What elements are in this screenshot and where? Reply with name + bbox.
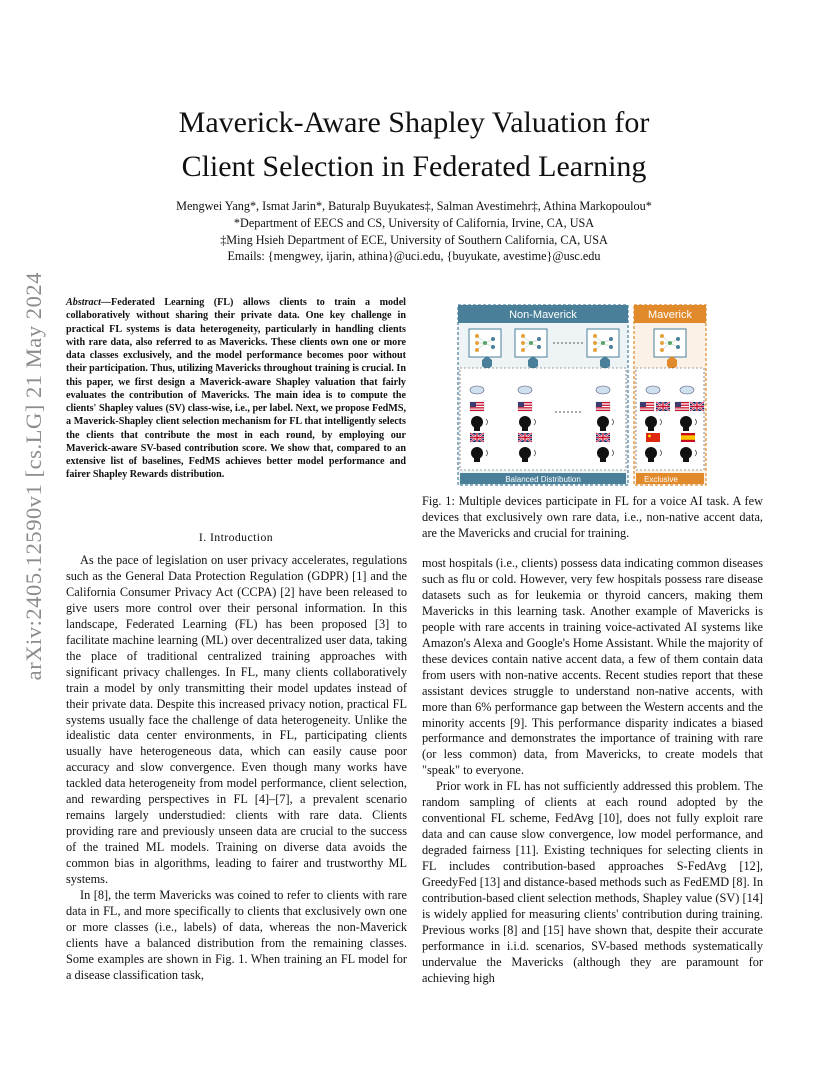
section-heading: I. Introduction <box>198 530 274 544</box>
title-line-2: Client Selection in Federated Learning <box>181 150 647 183</box>
abstract <box>66 296 406 482</box>
exclusive-label: Exclusive <box>644 475 678 484</box>
left-column <box>66 553 407 984</box>
right-column <box>422 556 763 987</box>
intro-paragraph-2: In [8], the term Mavericks was coined to refer to clients with rare data in FL, and more specifically to clients that exclusively own one or more classes (i.e., labels) of data, whereas the non-Maverick clients have a balanced distribution from the remaining classes. Some examples are shown in Fig. 1. When training an FL model for a disease classification task, <box>66 888 407 982</box>
author-emails: Emails: {mengwey, ijarin, athina}@uci.edu, {buyukate, avestime}@usc.edu <box>227 249 601 263</box>
intro-paragraph-1: As the pace of legislation on user privacy accelerates, regulations such as the General Data Protection Regulation (GDPR) [1] and the California Consumer Privacy Act (CCPA) [2] have been released to give users more control over their personal information. In this landscape, Federated Learning (FL) has been proposed [3] to facilitate machine learning (ML) over decentralized user data, taking the place of traditional centralized training approaches with significant privacy challenges. In FL, many clients collaboratively train a model by only transmitting their model updates instead of their private data. Despite this increased privacy notion, practical FL systems usually face the challenge of data heterogeneity. Unlike the idealistic data center environments, in FL, participating clients usually have heterogeneous data, which can easily cause poor accuracy and slow convergence. Even though many works have tackled data heterogeneity from model performance, client selection, and rewarding perspectives in FL [4]–[7], a prevalent scenario remains largely understudied: clients with rare data. Clients providing rare and previously unseen data are crucial to the success of the trained ML models. Training on diverse data avoids the common bias in algorithms, leading to fairer and trustworthy ML systems. <box>66 553 407 887</box>
arxiv-stamp: arXiv:2405.12590v1 [cs.LG] 21 May 2024 <box>21 272 46 681</box>
affiliation-usc: ‡Ming Hsieh Department of ECE, University of Southern California, CA, USA <box>220 233 608 247</box>
model-network-icon <box>587 329 619 357</box>
paper-title <box>90 101 738 189</box>
author-list: Mengwei Yang*, Ismat Jarin*, Baturalp Buyukates‡, Salman Avestimehr‡, Athina Markopoulou* <box>176 199 652 213</box>
model-network-icon <box>469 329 501 357</box>
maverick-label: Maverick <box>647 309 693 321</box>
title-line-1: Maverick-Aware Shapley Valuation for <box>178 106 650 139</box>
right-paragraph-2: Prior work in FL has not sufficiently addressed this problem. The random sampling of clients at each round adopted by the conventional FL scheme, FedAvg [10], does not fully exploit rare data and can cause slow convergence, low model performance, and degraded fairness [11]. Existing techniques for selecting clients in FL includes contribution-based approaches S-FedAvg [12], GreedyFed [13] and distance-based methods such as FedEMD [8]. In contribution-based client selection methods, Shapley value (SV) [14] is widely applied for measuring clients' contribution during training. Previous works [8] and [15] have shown that, despite their accurate performance in i.i.d. scenarios, SV-based methods systematically undervalue the Mavericks (although they are paramount for achieving high <box>422 779 763 985</box>
non-maverick-label: Non-Maverick <box>509 309 577 321</box>
figure-caption: Fig. 1: Multiple devices participate in FL for a voice AI task. A few devices that exclusively own rare data, i.e., non-native accent data, are the Mavericks and crucial for training. <box>422 494 763 540</box>
model-network-icon <box>515 329 547 357</box>
abstract-label: Abstract <box>66 297 101 308</box>
abstract-text: —Federated Learning (FL) allows clients to train a model collaboratively without sharing their private data. One key challenge in practical FL systems is data heterogeneity, particularly in handling clients with rare data, also referred to as Mavericks. These clients own one or more data classes exclusively, and the model performance becomes poor without their participation. Thus, utilizing Mavericks throughout training is crucial. In this paper, we first design a Maverick-aware Shapley valuation that fairly evaluates the contribution of Mavericks. The main idea is to compute the clients' Shapley values (SV) class-wise, i.e., per label. Next, we propose FedMS, a Maverick-Shapley client selection mechanism for FL that intelligently selects the clients that contribute the most in each round, by employing our Maverick-aware SV-based contribution score. We show that, compared to an extensive list of baselines, FedMS achieves better model performance and fairer Shapley Rewards distribution. <box>66 297 406 481</box>
balanced-label: Balanced Distribution <box>505 475 581 484</box>
affiliation-uci: *Department of EECS and CS, University of California, Irvine, CA, USA <box>233 216 595 230</box>
model-network-icon <box>654 329 686 357</box>
right-paragraph-1: most hospitals (i.e., clients) possess data indicating common diseases such as flu or cold. However, very few hospitals possess rare disease datasets such as for leukemia or thyroid cancers, making them Mavericks in this learning task. Another example of Mavericks is people with rare accents in training voice-activated AI systems like Amazon's Alexa and Google's Home Assistant. While the majority of these devices contain native accent data, a few of them contain data from users with non-native accents. Recent studies report that these assistant devices struggle to understand non-native accents, with more than 6% performance gap between the Western accents and the minority accents [9]. This performance disparity indicates a biased performance and demonstrates the importance of training with rare (or less common) data, from Mavericks, to create models that "speak" to everyone. <box>422 556 763 778</box>
figure-1-diagram <box>455 302 773 488</box>
